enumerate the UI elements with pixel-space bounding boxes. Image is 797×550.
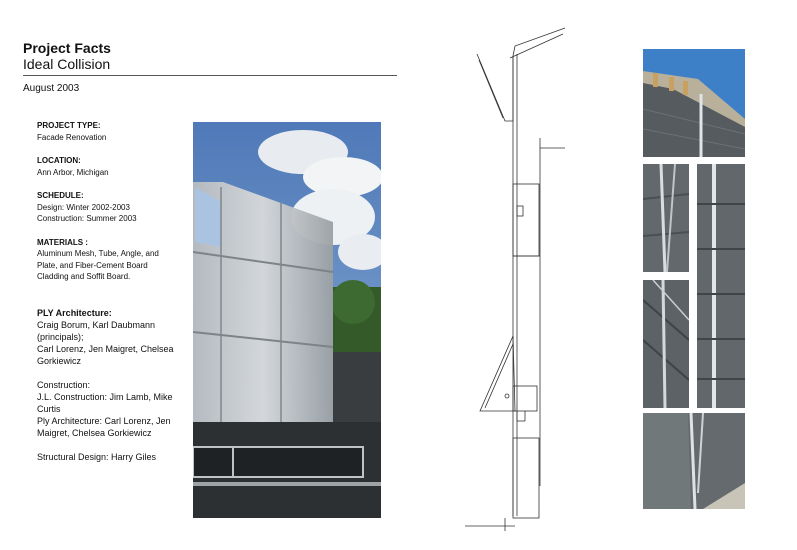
- fact-value: Aluminum Mesh, Tube, Angle, and Plate, and Fiber-Cement Board Cladding and Soffit Board.: [37, 249, 159, 281]
- team-principals: Craig Borum, Karl Daubmann (principals); Carl Lorenz, Jen Maigret, Chelsea Gorkiewicz: [37, 320, 174, 366]
- team-structural-text: Structural Design: Harry Giles: [37, 452, 157, 462]
- roof-edge-photo: [643, 49, 745, 157]
- siding-detail-photo-3: [643, 280, 689, 408]
- fact-label: LOCATION:: [37, 156, 81, 165]
- project-team: [37, 307, 177, 475]
- fact-location: [37, 155, 177, 178]
- project-date: August 2003: [23, 83, 80, 94]
- fact-label: MATERIALS :: [37, 237, 88, 247]
- siding-detail-photo-2: [697, 164, 745, 408]
- team-architect: [37, 307, 177, 367]
- fact-materials: [37, 237, 177, 283]
- ground-detail-photo: [643, 413, 745, 509]
- page-title: Project Facts: [23, 40, 111, 56]
- siding-detail-photo-1: [643, 164, 689, 272]
- header-divider: [23, 75, 397, 76]
- fact-schedule: [37, 190, 177, 225]
- fact-value: Facade Renovation: [37, 132, 107, 142]
- team-structural: [37, 451, 177, 463]
- project-facts-list: [37, 120, 177, 295]
- team-label: PLY Architecture:: [37, 308, 112, 318]
- project-name: Ideal Collision: [23, 56, 111, 72]
- wall-section-drawing: [465, 26, 570, 531]
- facade-photo: [193, 122, 381, 518]
- fact-project-type: [37, 120, 177, 143]
- team-construction-text: Construction: J.L. Construction: Jim Lamb, Mike Curtis Ply Architecture: Carl Lorenz, Jen Maigret, Chelsea Gorkiewicz: [37, 380, 173, 438]
- fact-label: SCHEDULE:: [37, 191, 84, 200]
- fact-value: Design: Winter 2002-2003 Construction: Summer 2003: [37, 202, 137, 223]
- team-construction: [37, 379, 177, 439]
- fact-label: PROJECT TYPE:: [37, 121, 101, 130]
- fact-value: Ann Arbor, Michigan: [37, 167, 109, 177]
